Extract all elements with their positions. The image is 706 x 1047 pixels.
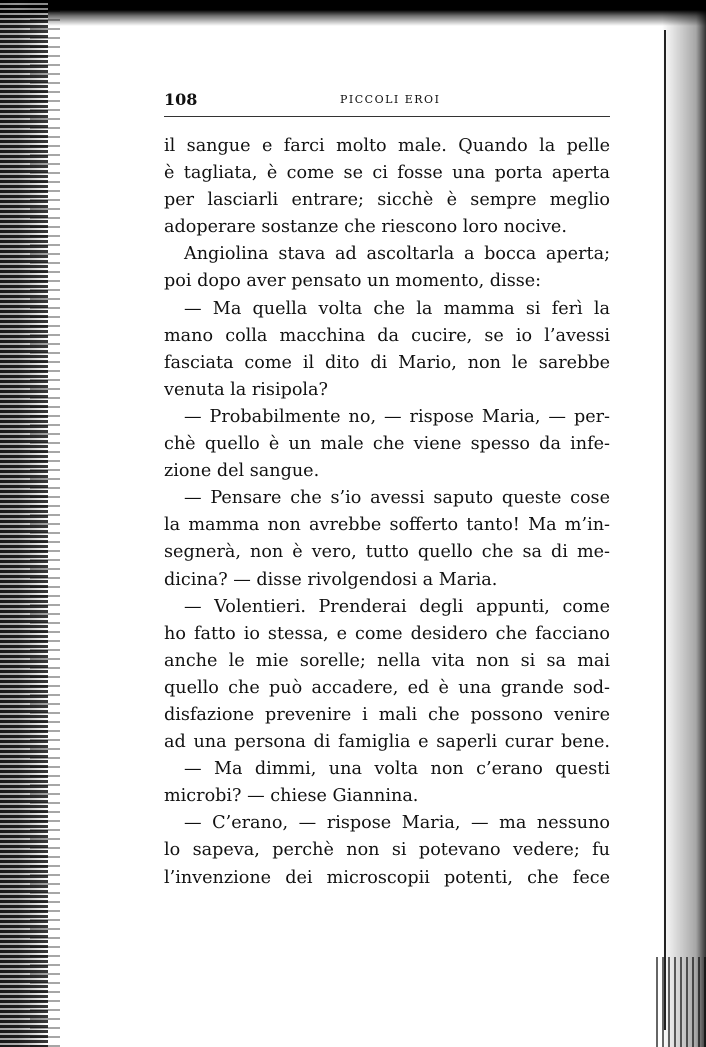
text-line: adoperare sostanze che riescono loro nocive. — [164, 217, 567, 238]
text-line: microbi? — chiese Giannina. — [164, 786, 419, 807]
text-line: lo sapeva, perchè non si potevano vedere; fu — [164, 840, 610, 861]
text-line: venuta la risipola? — [164, 379, 328, 400]
text-line: il sangue e farci molto male. Quando la pelle — [164, 136, 610, 156]
text-line: mano colla macchina da cucire, se io l’avessi — [164, 325, 610, 346]
text-line: dicina? — disse rivolgendosi a Maria. — [164, 569, 498, 590]
text-line: — Probabilmente no, — rispose Maria, — per- — [184, 406, 610, 427]
text-line: segnerà, non è vero, tutto quello che sa di me- — [164, 542, 610, 563]
page-edge-line — [664, 30, 666, 1030]
text-line: è tagliata, è come se ci fosse una porta aperta — [164, 163, 610, 184]
text-line: anche le mie sorelle; nella vita non si sa mai — [164, 650, 610, 671]
text-line: — Pensare che s’io avessi saputo queste cose — [184, 488, 610, 509]
text-line: zione del sangue. — [164, 461, 320, 482]
text-line: l’invenzione dei microscopii potenti, che fece — [164, 867, 610, 888]
page-header — [164, 90, 610, 112]
text-line: ho fatto io stessa, e come desidero che facciano — [164, 623, 610, 644]
text-line: per lasciarli entrare; sicchè è sempre meglio — [164, 190, 610, 211]
text-line: ad una persona di famiglia e saperli curar bene. — [164, 732, 610, 753]
text-line: quello che può accadere, ed è una grande sod- — [164, 677, 610, 698]
text-line: fasciata come il dito di Mario, non le sarebbe — [164, 352, 610, 373]
page-number: 108 — [164, 90, 198, 109]
text-line: chè quello è un male che viene spesso da infe- — [164, 434, 610, 455]
running-title: PICCOLI EROI — [340, 93, 441, 106]
text-line: — Ma dimmi, una volta non c’erano questi — [184, 759, 610, 780]
scan-specks-left — [30, 0, 60, 1047]
body-text — [164, 133, 610, 892]
text-line: Angiolina stava ad ascoltarla a bocca aperta; — [184, 244, 610, 265]
text-line: — C’erano, — rispose Maria, — ma nessuno — [184, 813, 610, 834]
text-line: — Ma quella volta che la mamma si ferì la — [184, 298, 610, 319]
scan-shadow-right — [662, 0, 706, 1047]
text-line: — Volentieri. Prenderai degli appunti, come — [184, 596, 610, 617]
scan-specks-corner — [656, 957, 706, 1047]
text-line: disfazione prevenire i mali che possono venire — [164, 704, 610, 725]
text-line: poi dopo aver pensato un momento, disse: — [164, 271, 542, 292]
scan-shadow-top — [0, 0, 706, 26]
header-rule — [164, 116, 610, 117]
text-line: la mamma non avrebbe sofferto tanto! Ma m’in- — [164, 515, 610, 536]
